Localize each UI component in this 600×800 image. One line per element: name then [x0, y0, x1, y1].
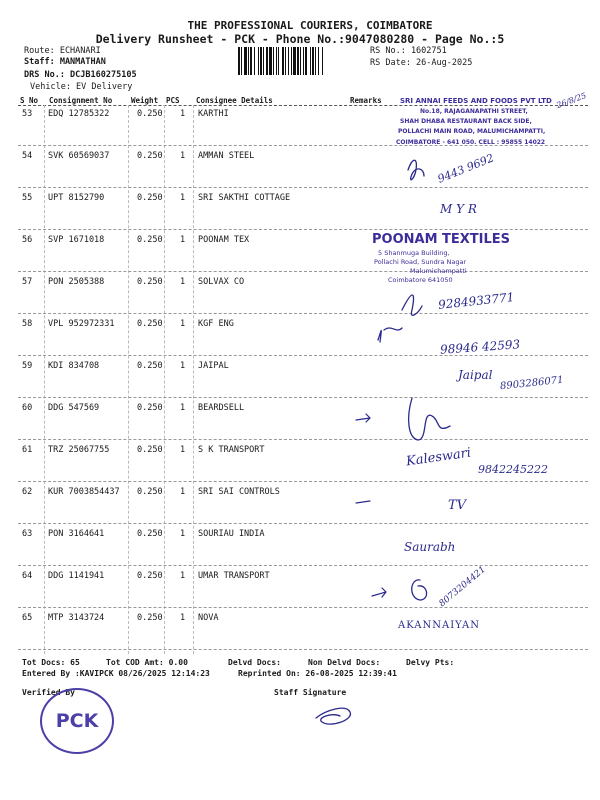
handwritten-remark-59: Jaipal	[458, 368, 493, 382]
company-title: THE PROFESSIONAL COURIERS, COIMBATORE	[187, 19, 433, 32]
non-delivered-docs: Non Delvd Docs:	[308, 658, 381, 667]
cell-pcs: 1	[180, 277, 186, 287]
poonam-stamp-line: 5 Shanmuga Building,	[378, 249, 450, 257]
cell-consignee: SOURIAU INDIA	[198, 529, 265, 539]
cell-consignee: KGF ENG	[198, 319, 234, 329]
row-divider	[18, 565, 588, 566]
cell-weight: 0.250	[137, 319, 163, 329]
handwritten-remark-58: 98946 42593	[439, 337, 521, 357]
cell-pcs: 1	[180, 487, 186, 497]
cell-sno: 63	[22, 529, 33, 539]
rs-number: RS No.: 1602751	[370, 46, 447, 56]
table-row	[0, 151, 600, 193]
col-pcs: PCS	[166, 96, 180, 105]
barcode-bar	[318, 47, 319, 75]
barcode	[238, 47, 366, 75]
header-divider	[18, 105, 588, 106]
barcode-bar	[310, 47, 311, 75]
row-divider	[18, 271, 588, 272]
col-consignment: Consignment No	[49, 96, 113, 105]
handwritten-remark-62: TV	[448, 498, 467, 513]
barcode-bar	[248, 47, 249, 75]
rs-date: RS Date: 26-Aug-2025	[370, 58, 473, 68]
handwritten-phone-59: 8903286071	[499, 374, 565, 393]
row-divider	[18, 355, 588, 356]
cell-pcs: 1	[180, 109, 186, 119]
signature-stroke	[316, 708, 350, 724]
reprinted-on: Reprinted On: 26-08-2025 12:39:41	[238, 669, 397, 678]
cell-weight: 0.250	[137, 361, 163, 371]
barcode-bar	[266, 47, 268, 75]
vehicle: Vehicle: EV Delivery	[30, 82, 133, 92]
table-row	[0, 193, 600, 235]
cell-sno: 55	[22, 193, 33, 203]
cell-consignment: DDG 1141941	[48, 571, 105, 581]
row-divider	[18, 481, 588, 482]
cell-pcs: 1	[180, 193, 186, 203]
staff-signature-label: Staff Signature	[274, 688, 347, 697]
cell-consignment: SVK 60569037	[48, 151, 110, 161]
table-row	[0, 487, 600, 529]
cell-consignee: SOLVAX CO	[198, 277, 245, 287]
cell-weight: 0.250	[137, 571, 163, 581]
cell-consignment: UPT 8152790	[48, 193, 105, 203]
barcode-bar	[276, 47, 277, 75]
handwritten-remark-63: Saurabh	[404, 540, 456, 554]
cell-sno: 56	[22, 235, 33, 245]
cell-sno: 57	[22, 277, 33, 287]
col-weight: Weight	[131, 96, 159, 105]
barcode-bar	[297, 47, 299, 75]
barcode-bar	[273, 47, 274, 75]
cell-sno: 59	[22, 361, 33, 371]
handwritten-remark-53: 9443 9692	[435, 151, 496, 186]
barcode-bar	[238, 47, 240, 75]
col-sno: S No	[20, 96, 39, 105]
barcode-bar	[250, 47, 252, 75]
cell-pcs: 1	[180, 151, 186, 161]
barcode-bar	[303, 47, 304, 75]
barcode-bar	[254, 47, 255, 75]
cell-sno: 64	[22, 571, 33, 581]
handwritten-phone-61: 9842245222	[478, 463, 548, 476]
row-divider	[18, 313, 588, 314]
cell-sno: 58	[22, 319, 33, 329]
handwritten-remark-64: 8073204421	[437, 564, 488, 610]
cell-consignment: TRZ 25067755	[48, 445, 110, 455]
cell-sno: 61	[22, 445, 33, 455]
poonam-stamp-line: Malumichampatti	[410, 267, 467, 275]
total-docs: Tot Docs: 65	[22, 658, 80, 667]
cell-consignee: S K TRANSPORT	[198, 445, 265, 455]
barcode-bar	[269, 47, 272, 75]
company-stamp-line: POLLACHI MAIN ROAD, MALUMICHAMPATTI,	[398, 128, 546, 135]
drs-number: DRS No.: DCJB160275105	[24, 70, 137, 80]
barcode-bar	[312, 47, 314, 75]
cell-pcs: 1	[180, 445, 186, 455]
barcode-bar	[260, 47, 262, 75]
delivered-docs: Delvd Docs:	[228, 658, 281, 667]
entered-by: Entered By :KAVIPCK 08/26/2025 12:14:23	[22, 669, 210, 678]
handwritten-remark-61: Kaleswari	[405, 445, 472, 470]
row-divider	[18, 523, 588, 524]
verified-by-label: Verified By	[22, 688, 75, 697]
company-stamp-line: COIMBATORE - 641 050. CELL : 95855 14022	[396, 139, 546, 146]
route: Route: ECHANARI	[24, 46, 101, 56]
cell-pcs: 1	[180, 403, 186, 413]
cell-weight: 0.250	[137, 403, 163, 413]
cell-consignee: AMMAN STEEL	[198, 151, 255, 161]
row-divider	[18, 187, 588, 188]
barcode-bar	[244, 47, 247, 75]
table-row	[0, 529, 600, 571]
barcode-bar	[293, 47, 296, 75]
cell-pcs: 1	[180, 235, 186, 245]
row-divider	[18, 397, 588, 398]
cell-consignment: MTP 3143724	[48, 613, 105, 623]
cell-consignment: EDQ 12785322	[48, 109, 110, 119]
barcode-bar	[241, 47, 242, 75]
barcode-bar	[322, 47, 323, 75]
cell-consignee: SRI SAKTHI COTTAGE	[198, 193, 291, 203]
cell-weight: 0.250	[137, 277, 163, 287]
barcode-bar	[305, 47, 307, 75]
barcode-bar	[278, 47, 279, 75]
cell-weight: 0.250	[137, 151, 163, 161]
delivery-points: Delvy Pts:	[406, 658, 455, 667]
cell-sno: 54	[22, 151, 33, 161]
cell-pcs: 1	[180, 571, 186, 581]
poonam-stamp-line: POONAM TEXTILES	[372, 232, 511, 247]
poonam-stamp-line: Pollachi Road, Sundra Nagar	[374, 258, 467, 266]
total-cod: Tot COD Amt: 0.00	[106, 658, 188, 667]
cell-consignee: SRI SAI CONTROLS	[198, 487, 280, 497]
cell-consignee: KARTHI	[198, 109, 229, 119]
company-stamp-line: SRI ANNAI FEEDS AND FOODS PVT LTD	[400, 97, 552, 105]
cell-pcs: 1	[180, 613, 186, 623]
table-row	[0, 613, 600, 655]
cell-consignee: POONAM TEX	[198, 235, 250, 245]
cell-consignment: DDG 547569	[48, 403, 100, 413]
table-row	[0, 403, 600, 445]
company-stamp-line: No.18, RAJAGANAPATHI STREET,	[420, 108, 528, 115]
table-row	[0, 571, 600, 613]
row-divider	[18, 439, 588, 440]
barcode-bar	[263, 47, 264, 75]
barcode-bar	[258, 47, 259, 75]
cell-consignee: NOVA	[198, 613, 219, 623]
handwritten-date: 26/8/25	[555, 90, 588, 111]
cell-weight: 0.250	[137, 235, 163, 245]
cell-consignment: SVP 1671018	[48, 235, 105, 245]
cell-sno: 53	[22, 109, 33, 119]
cell-consignee: UMAR TRANSPORT	[198, 571, 270, 581]
cell-weight: 0.250	[137, 109, 163, 119]
cell-pcs: 1	[180, 529, 186, 539]
cell-weight: 0.250	[137, 613, 163, 623]
pck-stamp: PCK	[40, 688, 114, 754]
cell-weight: 0.250	[137, 529, 163, 539]
cell-consignment: PON 2505388	[48, 277, 105, 287]
barcode-bar	[288, 47, 289, 75]
cell-consignment: KUR 7003854437	[48, 487, 120, 497]
cell-consignee: JAIPAL	[198, 361, 229, 371]
company-stamp-line: SHAH DHABA RESTAURANT BACK SIDE,	[400, 118, 532, 125]
cell-sno: 62	[22, 487, 33, 497]
cell-consignment: VPL 952972331	[48, 319, 115, 329]
cell-sno: 60	[22, 403, 33, 413]
runsheet-subtitle: Delivery Runsheet - PCK - Phone No.:9047080280 - Page No.:5	[95, 32, 505, 46]
row-divider	[18, 607, 588, 608]
cell-weight: 0.250	[137, 193, 163, 203]
barcode-bar	[291, 47, 292, 75]
row-divider	[18, 649, 588, 650]
cell-pcs: 1	[180, 361, 186, 371]
handwritten-remark-55: M Y R	[440, 202, 477, 216]
barcode-bar	[285, 47, 286, 75]
handwritten-remark-65: AKANNAIYAN	[398, 620, 480, 631]
barcode-bar	[300, 47, 301, 75]
cell-pcs: 1	[180, 319, 186, 329]
staff: Staff: MANMATHAN	[24, 57, 106, 67]
barcode-bar	[282, 47, 284, 75]
col-consignee: Consignee Details	[196, 96, 273, 105]
barcode-bar	[315, 47, 316, 75]
cell-weight: 0.250	[137, 487, 163, 497]
cell-consignment: PON 3164641	[48, 529, 105, 539]
handwritten-remark-57: 9284933771	[437, 290, 515, 312]
cell-sno: 65	[22, 613, 33, 623]
cell-consignment: KDI 834708	[48, 361, 100, 371]
cell-weight: 0.250	[137, 445, 163, 455]
poonam-stamp-line: Coimbatore 641050	[388, 276, 453, 284]
row-divider	[18, 229, 588, 230]
cell-consignee: BEARDSELL	[198, 403, 245, 413]
col-remarks: Remarks	[350, 96, 382, 105]
